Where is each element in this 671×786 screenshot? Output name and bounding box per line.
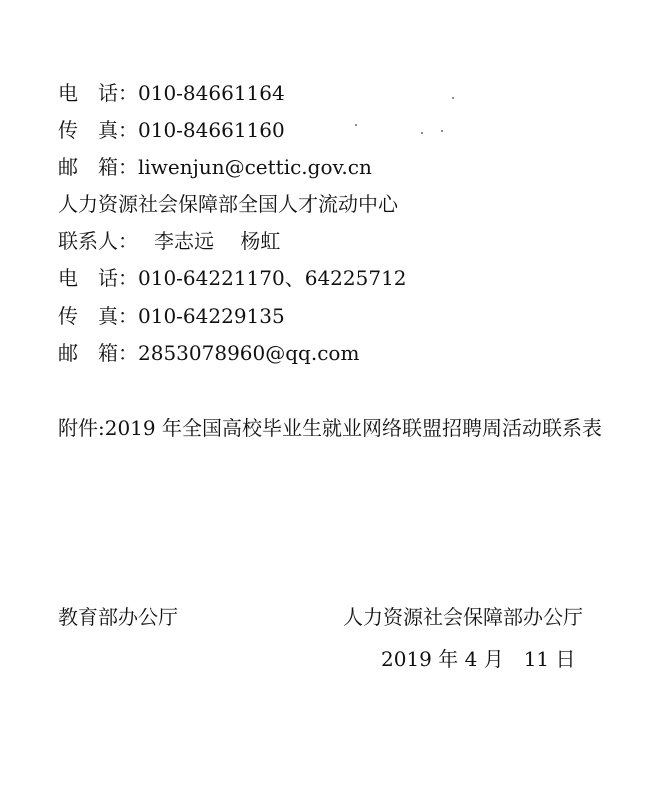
- contact-person-label: 联系人：: [58, 229, 138, 253]
- email-value-1: liwenjun@cettic.gov.cn: [138, 155, 372, 179]
- scan-speck: [441, 130, 443, 132]
- organization-name: 人力资源社会保障部全国人才流动中心: [58, 192, 398, 216]
- phone-line-2: [58, 266, 407, 290]
- scan-speck: [421, 132, 423, 134]
- phone-line-1: [58, 81, 285, 105]
- fax-line-2: [58, 304, 285, 328]
- fax-line-1: [58, 118, 285, 142]
- phone-label-2: 电 话：: [58, 266, 138, 290]
- fax-label-1: 传 真：: [58, 118, 138, 142]
- signature-right: 人力资源社会保障部办公厅: [343, 605, 583, 629]
- email-line-1: [58, 155, 372, 179]
- email-value-2: 2853078960@qq.com: [138, 341, 360, 365]
- contact-person-value: 李志远 杨虹: [154, 229, 281, 253]
- fax-value-1: 010-84661160: [138, 118, 285, 142]
- signature-left: 教育部办公厅: [58, 605, 178, 629]
- contact-person-line: [58, 229, 280, 253]
- scan-speck: [452, 97, 454, 99]
- email-label-1: 邮 箱：: [58, 155, 138, 179]
- fax-label-2: 传 真：: [58, 304, 138, 328]
- scan-speck: [355, 124, 357, 126]
- document-date: 2019 年 4 月 11 日: [381, 647, 576, 671]
- email-line-2: [58, 341, 359, 365]
- attachment-line: 附件:2019 年全国高校毕业生就业网络联盟招聘周活动联系表: [58, 416, 602, 440]
- email-label-2: 邮 箱：: [58, 341, 138, 365]
- phone-value-2: 010-64221170、64225712: [138, 266, 407, 290]
- fax-value-2: 010-64229135: [138, 304, 285, 328]
- phone-label-1: 电 话：: [58, 81, 138, 105]
- phone-value-1: 010-84661164: [138, 81, 285, 105]
